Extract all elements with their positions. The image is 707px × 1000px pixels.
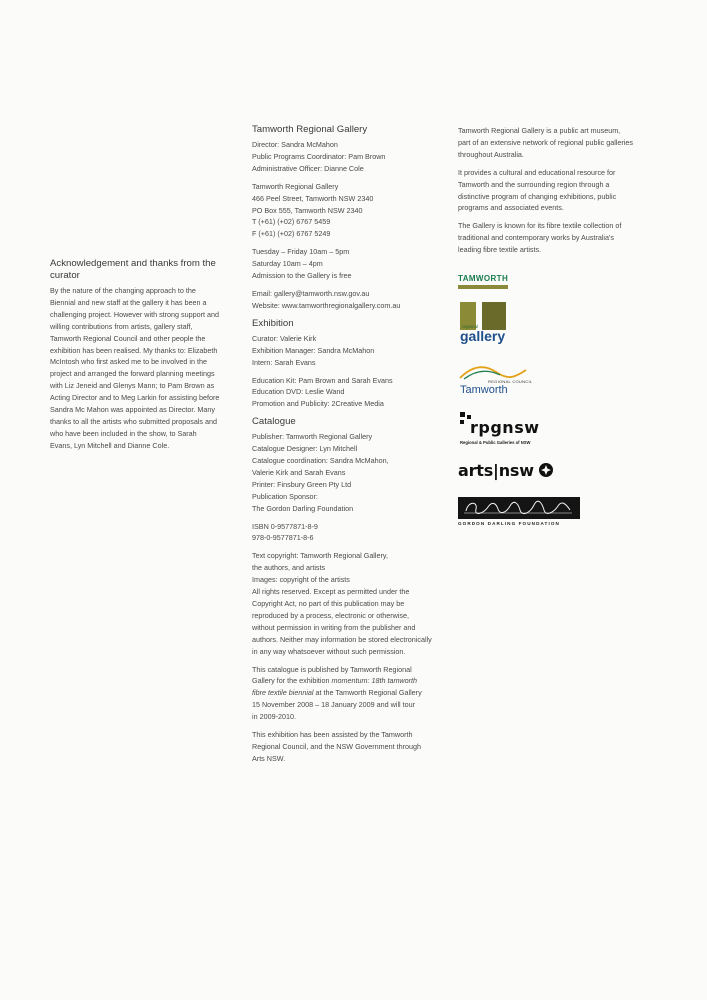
rpgnsw-logo [458, 412, 548, 452]
catalogue-assisted: This exhibition has been assisted by the Tamworth Regional Council, and the NSW Government through Arts NSW. [252, 730, 421, 763]
tamworth-logo [458, 274, 508, 289]
acknowledgement-heading: Acknowledgement and thanks from the curator [50, 258, 216, 281]
published-pre: This catalogue is published by Tamworth Regional Gallery for the exhibition [252, 664, 412, 686]
gordon-darling-signature-box [458, 497, 580, 519]
acknowledgement-section [50, 258, 220, 458]
gallery-heading: Tamworth Regional Gallery [252, 124, 368, 135]
arts-nsw-logo [458, 461, 554, 485]
exhibition-heading: Exhibition [252, 317, 294, 329]
regional-gallery-logo [458, 298, 518, 346]
gordon-darling-foundation-logo [458, 497, 583, 531]
catalogue-copyright: Text copyright: Tamworth Regional Gallery, the authors, and artists Images: copyright of the artists All rights reserved. Except as permitted under the Copyright Act, no part of this publication may be reproduced by a process, electronic or otherwise, without permission in writing from the publisher and authors. Neither may information be stored electronically in any way whatsoever without such permission. [252, 551, 432, 656]
gallery-logo-block-right [482, 302, 506, 330]
catalogue-published [252, 664, 452, 724]
waratah-icon [538, 462, 554, 478]
about-paragraph-1: Tamworth Regional Gallery is a public art museum, part of an extensive network of regional public galleries throughout Australia. [458, 126, 633, 159]
acknowledgement-body: By the nature of the changing approach to the Biennial and new staff at the gallery it has been a challenging project. However with strong support and willing contributions from artists, gallery staff, Tamworth Regional Council and other people the exhibition has been realised. My thanks to: Elizabeth McIntosh who first asked me to be involved in the project and arranged the forward planning meetings with Liz Jeneid and Glenys Mann; to Pam Brown as Acting Director and to Meg Larkin for assisting before Sandra Mc Mahon was appointed as Director. Many thanks to all the artists who submitted proposals and who have been included in the show, to Sarah Evans, Lyn Mitchell and Dianne Cole. [50, 286, 220, 450]
gallery-contact: Email: gallery@tamworth.nsw.gov.au Website: www.tamworthregionalgallery.com.au [252, 288, 401, 310]
gordon-darling-caption: GORDON DARLING FOUNDATION [458, 521, 560, 526]
gallery-logo-small-text: regional [462, 324, 479, 329]
arts-nsw-logo-word: arts|nsw [458, 461, 534, 480]
about-column [458, 125, 648, 262]
tamworth-logo-bar [458, 285, 508, 289]
gallery-staff: Director: Sandra McMahon Public Programs Coordinator: Pam Brown Administrative Officer: Dianne Cole [252, 140, 386, 173]
council-logo-word: Tamworth [460, 384, 508, 396]
tamworth-logo-text: TAMWORTH [458, 274, 509, 283]
exhibition-education: Education Kit: Pam Brown and Sarah Evans Education DVD: Leslie Wand Promotion and Publicity: 2Creative Media [252, 375, 393, 409]
catalogue-isbn: ISBN 0-9577871-8-9 978-0-9577871-8-6 [252, 521, 318, 543]
about-paragraph-3: The Gallery is known for its fibre textile collection of traditional and contemporary works by Australia's leading fibre textile artists. [458, 221, 622, 255]
catalogue-credits: Publisher: Tamworth Regional Gallery Catalogue Designer: Lyn Mitchell Catalogue coordination: Sandra McMahon, Valerie Kirk and Sarah Evans Printer: Finsbury Green Pty Ltd Publication Sponsor: The Gordon Darling Foundation [252, 432, 389, 513]
exhibition-team: Curator: Valerie Kirk Exhibition Manager: Sandra McMahon Intern: Sarah Evans [252, 333, 375, 367]
rpgnsw-logo-subtitle: Regional & Public Galleries of NSW [460, 440, 531, 445]
exhibition-title: momentum: 18th tamworth fibre textile biennial [252, 676, 418, 698]
tamworth-council-logo [458, 362, 538, 398]
gallery-hours: Tuesday – Friday 10am – 5pm Saturday 10am – 4pm Admission to the Gallery is free [252, 247, 352, 281]
catalogue-heading: Catalogue [252, 416, 296, 428]
published-post: at the Tamworth Regional Gallery 15 November 2008 – 18 January 2009 and will tour in 2009-2010. [252, 688, 422, 722]
credits-column [252, 124, 452, 771]
signature-icon [458, 497, 580, 519]
council-logo-small-text: REGIONAL COUNCIL [488, 379, 533, 384]
gallery-logo-word: gallery [460, 328, 506, 344]
about-paragraph-2: It provides a cultural and educational resource for Tamworth and the surrounding region through a distinctive program of changing exhibitions, public programs and associated events. [458, 167, 617, 213]
rpgnsw-logo-word: rpgnsw [470, 418, 540, 437]
gallery-address: Tamworth Regional Gallery 466 Peel Street, Tamworth NSW 2340 PO Box 555, Tamworth NSW 2340 T (+61) (+02) 6767 5459 F (+61) (+02) 6767 5249 [252, 181, 374, 239]
